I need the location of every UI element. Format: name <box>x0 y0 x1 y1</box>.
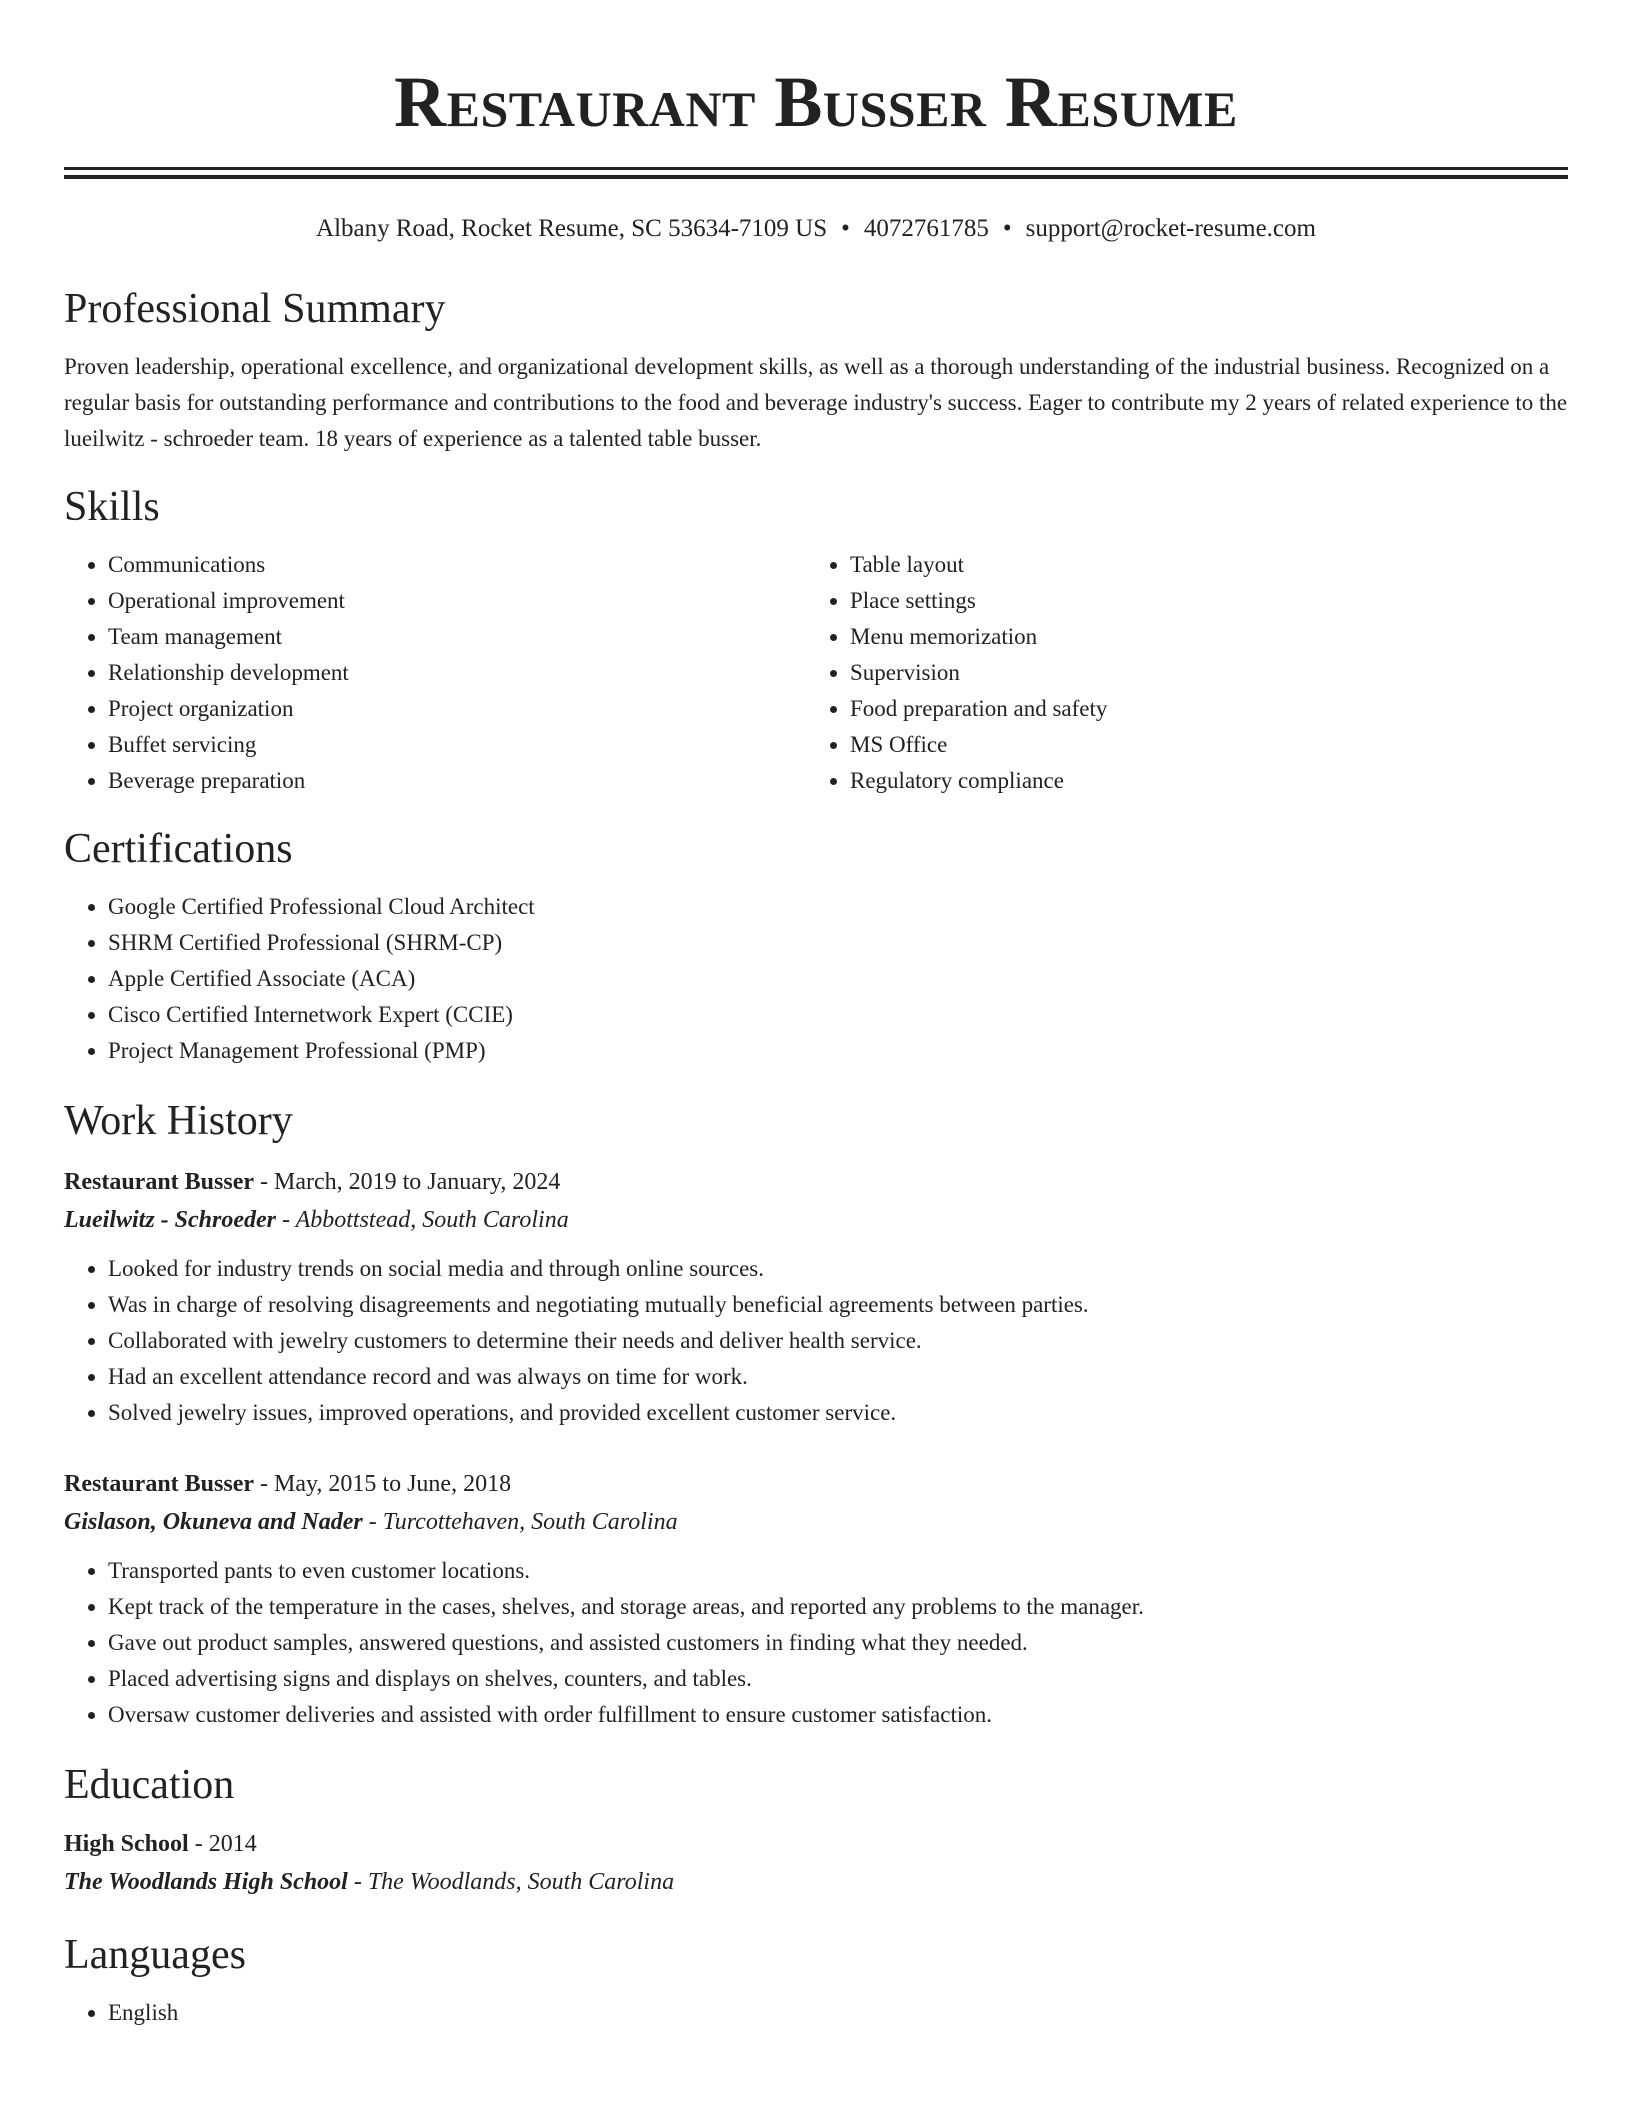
resume-title: Restaurant Busser Resume <box>394 62 1238 142</box>
skill-item: • Relationship development <box>108 655 806 691</box>
job-company-line <box>64 1503 1568 1541</box>
skill-item: • Communications <box>108 547 806 583</box>
job-entry <box>64 1465 1568 1733</box>
skill-item: • Food preparation and safety <box>850 691 1548 727</box>
job-bullet: • Gave out product samples, answered questions, and assisted customers in finding what they needed. <box>108 1625 1568 1661</box>
skills-right-column <box>806 547 1548 799</box>
skills-left-column <box>64 547 806 799</box>
title-divider-bottom <box>64 175 1568 179</box>
education-heading: Education <box>64 1762 235 1808</box>
job-location: - Abbottstead, South Carolina <box>276 1207 569 1233</box>
certifications-heading: Certifications <box>64 826 293 872</box>
skills-columns <box>64 547 1568 799</box>
certification-item: • Project Management Professional (PMP) <box>108 1033 1568 1069</box>
skills-right-list <box>806 547 1548 799</box>
job-title: Restaurant Busser <box>64 1471 254 1497</box>
job-bullets <box>64 1251 1568 1431</box>
skill-item: • Operational improvement <box>108 583 806 619</box>
contact-separator: • <box>1002 215 1012 242</box>
certification-item: • SHRM Certified Professional (SHRM-CP) <box>108 925 1568 961</box>
education-school: The Woodlands High School <box>64 1869 348 1895</box>
job-bullet: • Placed advertising signs and displays on shelves, counters, and tables. <box>108 1661 1568 1697</box>
job-dates: - March, 2019 to January, 2024 <box>254 1169 561 1195</box>
job-entry <box>64 1163 1568 1431</box>
job-company: Gislason, Okuneva and Nader <box>64 1509 363 1535</box>
certification-item: • Cisco Certified Internetwork Expert (CCIE) <box>108 997 1568 1033</box>
education-degree: High School <box>64 1831 189 1857</box>
certification-item: • Google Certified Professional Cloud Architect <box>108 889 1568 925</box>
contact-address: Albany Road, Rocket Resume, SC 53634-7109 US <box>316 215 828 242</box>
skill-item: • Team management <box>108 619 806 655</box>
education-school-line <box>64 1863 1568 1901</box>
job-bullet: • Oversaw customer deliveries and assisted with order fulfillment to ensure customer satisfaction. <box>108 1697 1568 1733</box>
contact-email: support@rocket-resume.com <box>1025 215 1316 242</box>
skill-item: • Supervision <box>850 655 1548 691</box>
skill-item: • Buffet servicing <box>108 727 806 763</box>
education-degree-line <box>64 1825 1568 1863</box>
skill-item: • Regulatory compliance <box>850 763 1548 799</box>
job-bullet: • Looked for industry trends on social media and through online sources. <box>108 1251 1568 1287</box>
job-company: Lueilwitz - Schroeder <box>64 1207 277 1233</box>
contact-line <box>64 213 1568 245</box>
language-item: • English <box>108 1995 1568 2031</box>
job-bullet: • Had an excellent attendance record and was always on time for work. <box>108 1359 1568 1395</box>
skill-item: • Menu memorization <box>850 619 1548 655</box>
job-title: Restaurant Busser <box>64 1169 254 1195</box>
job-title-line <box>64 1465 1568 1503</box>
job-company-line <box>64 1201 1568 1239</box>
title-divider-top <box>64 167 1568 170</box>
skill-item: • MS Office <box>850 727 1548 763</box>
job-title-line <box>64 1163 1568 1201</box>
education-location: - The Woodlands, South Carolina <box>347 1869 675 1895</box>
job-bullet: • Kept track of the temperature in the cases, shelves, and storage areas, and reported any problems to the manager. <box>108 1589 1568 1625</box>
job-bullet: • Transported pants to even customer locations. <box>108 1553 1568 1589</box>
contact-separator: • <box>841 215 850 242</box>
languages-list <box>64 1995 1568 2031</box>
certifications-list <box>64 889 1568 1069</box>
contact-phone: 4072761785 <box>863 215 989 242</box>
job-bullet: • Collaborated with jewelry customers to determine their needs and deliver health service. <box>108 1323 1568 1359</box>
certification-item: • Apple Certified Associate (ACA) <box>108 961 1568 997</box>
job-bullets <box>64 1553 1568 1733</box>
skill-item: • Project organization <box>108 691 806 727</box>
skill-item: • Place settings <box>850 583 1548 619</box>
job-dates: - May, 2015 to June, 2018 <box>254 1471 512 1497</box>
skill-item: • Table layout <box>850 547 1548 583</box>
education-entry <box>64 1825 1568 1901</box>
languages-heading: Languages <box>64 1932 246 1978</box>
education-year: - 2014 <box>188 1831 257 1857</box>
summary-heading: Professional Summary <box>64 286 446 332</box>
skills-left-list <box>64 547 806 799</box>
summary-text: Proven leadership, operational excellence, and organizational development skills, as well as a thorough understanding of the industrial business. Recognized on a regular basis for outstanding performance and contributions to the food and beverage industry's success. Eager to contribute my 2 years of related experience to the lueilwitz - schroeder team. 18 years of experience as a talented table busser. <box>64 354 1568 451</box>
job-bullet: • Was in charge of resolving disagreements and negotiating mutually beneficial agreements between parties. <box>108 1287 1568 1323</box>
skills-heading: Skills <box>64 484 160 530</box>
work-history-heading: Work History <box>64 1098 293 1144</box>
skill-item: • Beverage preparation <box>108 763 806 799</box>
job-bullet: • Solved jewelry issues, improved operations, and provided excellent customer service. <box>108 1395 1568 1431</box>
job-location: - Turcottehaven, South Carolina <box>362 1509 678 1535</box>
